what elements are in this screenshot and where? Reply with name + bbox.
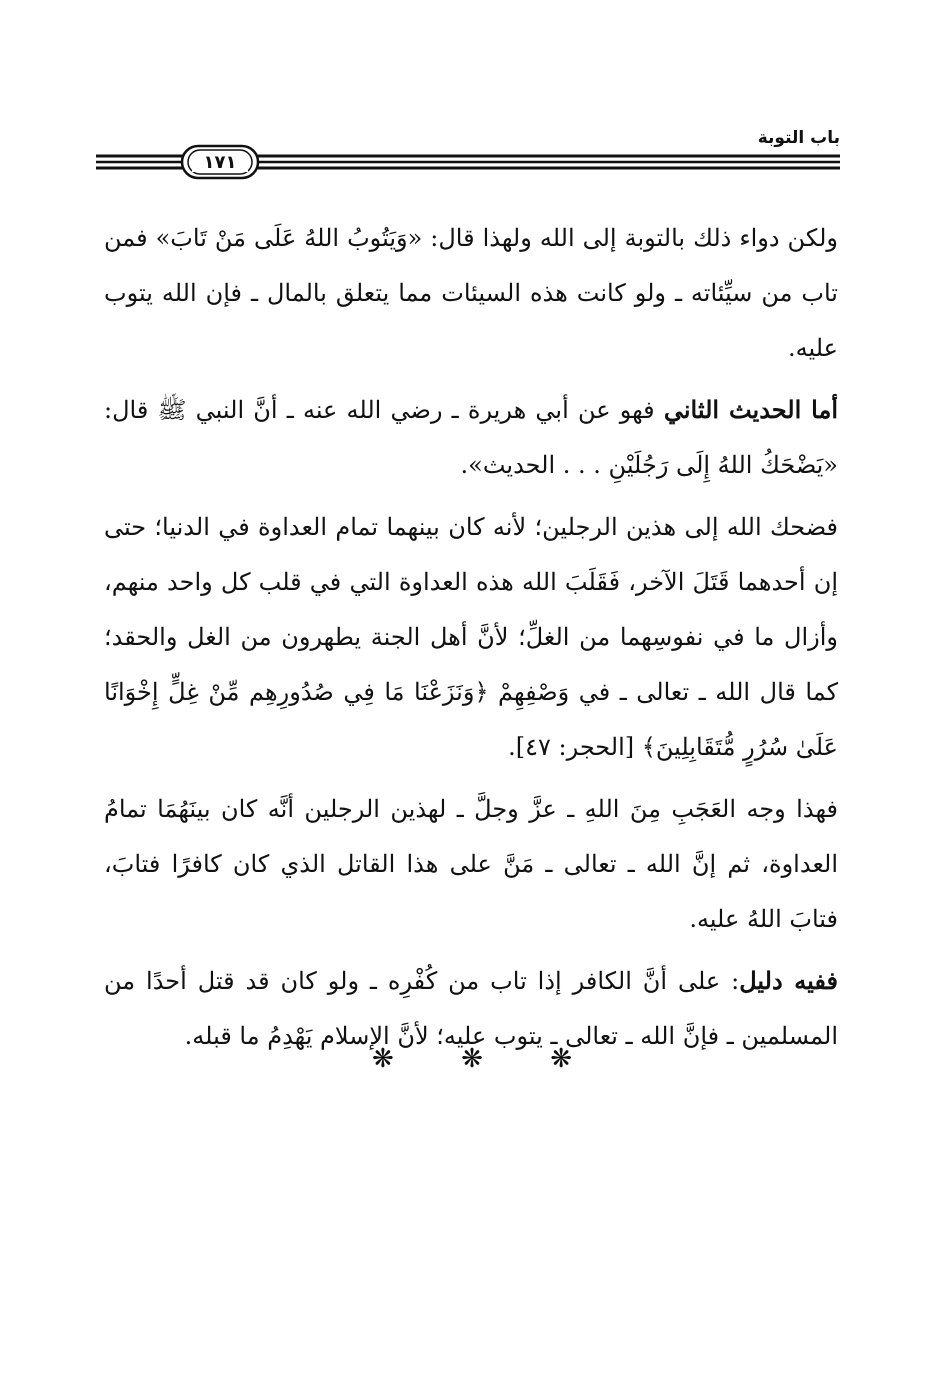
asterisk-ornament-icon: ❋ [372, 1044, 394, 1074]
paragraph [104, 210, 838, 376]
chapter-title: باب التوبة [757, 128, 840, 148]
page-header [96, 120, 840, 180]
body-text [104, 210, 838, 1070]
section-separator [372, 1044, 572, 1074]
paragraph [104, 382, 838, 493]
paragraph-text: فهو عن أبي هريرة ـ رضي الله عنه ـ أنَّ النبي ﷺ قال: «يَضْحَكُ اللهُ إِلَى رَجُلَيْنِ . . . الحديث». [104, 396, 838, 479]
page-number: ١٧١ [192, 154, 248, 172]
paragraph-text: فهذا وجه العَجَبِ مِنَ اللهِ ـ عزَّ وجلَّ ـ لهذين الرجلين أنَّه كان بينَهُمَا تمامُ العداوة، ثم إنَّ الله ـ تعالى ـ مَنَّ على هذا القاتل الذي كان كافرًا فتابَ، فتابَ اللهُ عليه. [104, 795, 838, 933]
asterisk-ornament-icon: ❋ [461, 1044, 483, 1074]
paragraph-text: : على أنَّ الكافر إذا تاب من كُفْرِه ـ ولو كان قد قتل أحدًا من المسلمين ـ فإنَّ الله ـ تعالى ـ يتوب عليه؛ لأنَّ الإسلام يَهْدِمُ ما قبله. [104, 967, 838, 1050]
paragraph-text: فضحك الله إلى هذين الرجلين؛ لأنه كان بينهما تمام العداوة في الدنيا؛ حتى إن أحدهما قَتَلَ الآخر، فَقَلَبَ الله هذه العداوة التي في قلب كل واحد منهم، وأزال ما في نفوسِهما من الغلِّ؛ لأنَّ أهل الجنة يطهرون من الغل والحقد؛ كما قال الله ـ تعالى ـ في وَصْفِهِمْ ﴿وَنَزَعْنَا مَا فِي صُدُورِهِم مِّنْ غِلٍّ إِخْوَانًا عَلَىٰ سُرُرٍ مُّتَقَابِلِينَ﴾ [الحجر: ٤٧]. [104, 513, 839, 761]
paragraph-lead: أما الحديث الثاني [663, 395, 838, 424]
paragraph-lead: ففيه دليل [739, 966, 838, 995]
paragraph [104, 499, 838, 775]
asterisk-ornament-icon: ❋ [550, 1044, 572, 1074]
paragraph-text: ولكن دواء ذلك بالتوبة إلى الله ولهذا قال: «وَيَتُوبُ اللهُ عَلَى مَنْ تَابَ» فمن تاب من سيِّئاته ـ ولو كانت هذه السيئات مما يتعلق بالمال ـ فإن الله يتوب عليه. [104, 224, 838, 362]
paragraph [104, 781, 838, 947]
